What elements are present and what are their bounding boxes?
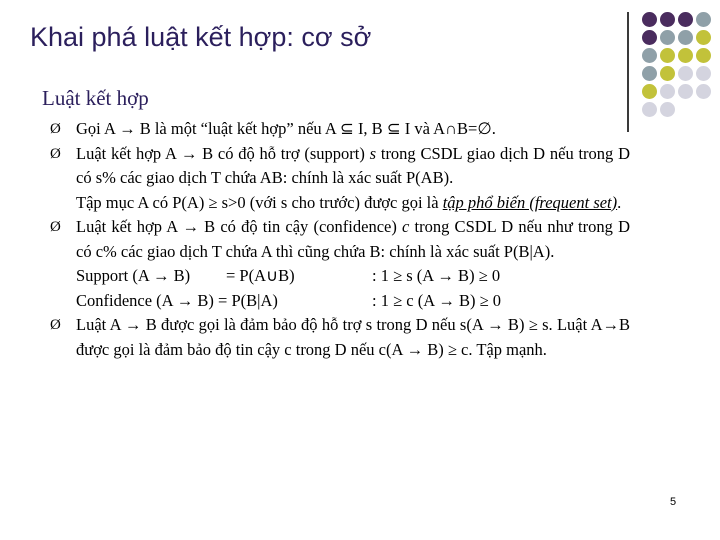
page-title: Khai phá luật kết hợp: cơ sở (30, 22, 372, 52)
formula-label: Support (A → B) (76, 266, 191, 285)
bullet-arrow-icon: Ø (50, 219, 61, 235)
decor-dot (642, 84, 657, 99)
decor-dot (696, 84, 711, 99)
decor-dot (660, 84, 675, 99)
formula-label: Confidence (A → B) = P(B|A) (76, 290, 278, 310)
decor-dot (660, 48, 675, 63)
decorative-dot-grid (636, 12, 720, 132)
decor-dot (642, 30, 657, 45)
variable-c: c (402, 217, 410, 236)
formula-range: : 1 ≥ c (A → B) ≥ 0 (372, 290, 502, 310)
decor-dot (660, 12, 675, 27)
decor-dot (642, 12, 657, 27)
bullet-arrow-icon: Ø (50, 317, 61, 333)
decor-dot (642, 48, 657, 63)
decor-dot (660, 66, 675, 81)
formula-row (50, 264, 630, 289)
decor-dot (678, 66, 693, 81)
bullet-item (50, 313, 630, 362)
decor-dot (678, 12, 693, 27)
formula-definition: = P(A∪B) (226, 266, 295, 285)
bullet-arrow-icon: Ø (50, 145, 61, 162)
bullet-text (76, 215, 630, 264)
decor-dot (660, 30, 675, 45)
bullet-text: Gọi A → B là một “luật kết hợp” nếu A ⊆ I, B ⊆ I và A∩B=∅. (76, 119, 496, 138)
slide-body (50, 117, 630, 362)
text-run: trong CSDL giao dịch D nếu trong D có s% các giao dịch T chứa AB: chính là xác suất P(AB). (76, 143, 630, 187)
variable-s: s (369, 143, 377, 163)
bullet-item (50, 142, 630, 191)
bullet-item (50, 117, 630, 142)
text-run: trong CSDL D nếu như trong D có c% các giao dịch T chứa A thì cũng chứa B: chính là xác suất P(B|A). (76, 217, 630, 261)
decor-dot (642, 102, 657, 117)
bullet-text (76, 142, 630, 191)
frequent-set-term: tập phổ biến (frequent set) (442, 192, 618, 212)
vertical-divider (627, 12, 629, 132)
decor-dot (678, 48, 693, 63)
section-subtitle: Luật kết hợp (42, 86, 149, 110)
decor-dot (678, 30, 693, 45)
formula-row (50, 289, 630, 314)
decor-dot (660, 102, 675, 117)
decor-dot (696, 66, 711, 81)
decor-dot (696, 48, 711, 63)
decor-dot (696, 12, 711, 27)
text-run: Tập mục A có P(A) ≥ s>0 (với s cho trước) được gọi là (76, 192, 443, 212)
decor-dot (678, 84, 693, 99)
bullet-item (50, 215, 630, 264)
page-number: 5 (670, 496, 677, 508)
text-run: . (617, 192, 622, 212)
bullet-arrow-icon: Ø (50, 121, 61, 137)
formula-range: : 1 ≥ s (A → B) ≥ 0 (372, 266, 501, 285)
text-run: Luật kết hợp A → B có độ tin cậy (confidence) (76, 217, 403, 236)
decor-dot (696, 30, 711, 45)
text-run: Luật kết hợp A → B có độ hỗ trợ (support) (76, 143, 370, 163)
decor-dot (642, 66, 657, 81)
paragraph (50, 191, 630, 216)
bullet-text: Luật A → B được gọi là đảm bảo độ hỗ trợ s trong D nếu s(A → B) ≥ s. Luật A→B được gọi là đảm bảo độ tin cậy c trong D nếu c(A → B) ≥ c. Tập mạnh. (76, 315, 630, 359)
